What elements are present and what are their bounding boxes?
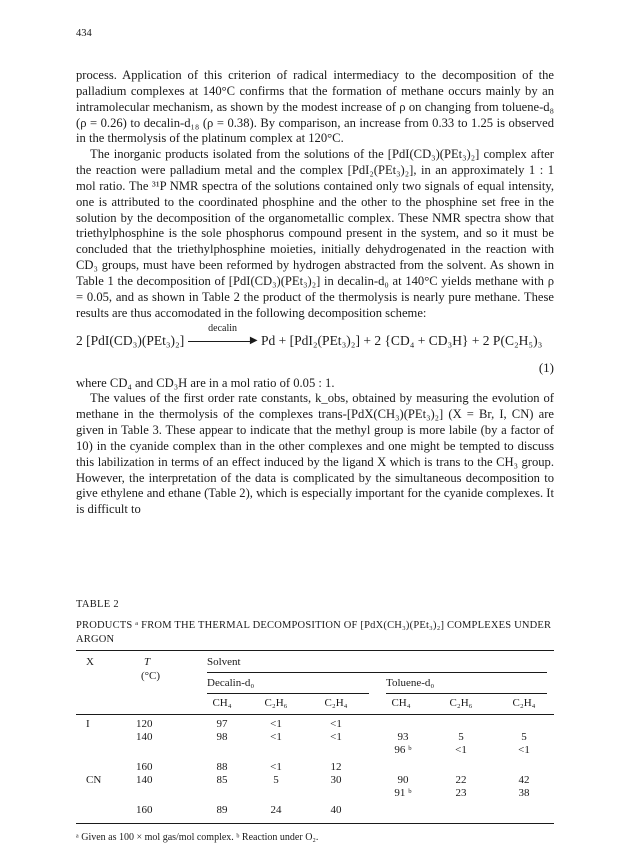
- table-cell: CN: [86, 774, 102, 786]
- table-caption: PRODUCTS ᵃ FROM THE THERMAL DECOMPOSITION OF [PdX(CH₃)(PEt₃)₂] COMPLEXES UNDER ARGON: [76, 620, 552, 645]
- table-cell: 24: [270, 804, 282, 816]
- paragraph-3: where CD₄ and CD₃H are in a mol ratio of 0.05 : 1.: [76, 375, 335, 390]
- table-cell: 93: [397, 731, 409, 743]
- table-cell: 22: [455, 774, 467, 786]
- table-cell: 30: [330, 774, 342, 786]
- table-cell: 40: [330, 804, 342, 816]
- table-cell: <1: [518, 744, 530, 756]
- header-temperature: T: [144, 656, 151, 668]
- paragraph-4: The values of the first order rate constants, k_obs, obtained by measuring the evolution of methane in the thermolysis of the complexes trans-[PdX(CH₃)(PEt₃)₂] (X = Br, I, CN) are given in Table 3. These appear to indicate that the methyl group is more labile (by a factor of 10) in the cyanide complex than in the other complexes and one might be tempted to discuss this labilization in terms of an effect induced by the ligand X which is trans to the CH₃ group. However, the interpretation of the data is complicated by the simultaneous decomposition to give ethylene and ethane (Table 2), which is especially important for the cyanide complexes. It is difficult to: [76, 391, 554, 517]
- page-number: 434: [76, 28, 92, 39]
- arrow-condition: decalin: [208, 323, 238, 335]
- subheader-ch4: CH₄: [212, 697, 232, 709]
- reaction-arrow: [188, 323, 258, 348]
- table-cell: 140: [136, 731, 153, 743]
- table-cell: 120: [136, 718, 153, 730]
- table-cell: 89: [216, 804, 228, 816]
- equation-1: [76, 324, 554, 376]
- equation-products: Pd + [PdI₂(PEt₃)₂] + 2 {CD₄ + CD₃H} + 2 P(C₂H₅)₃: [260, 332, 543, 348]
- subheader-ch4: CH₄: [391, 697, 411, 709]
- table-cell: 5: [521, 731, 527, 743]
- table-cell: 96 ᵇ: [394, 744, 412, 756]
- header-x: X: [86, 656, 94, 668]
- table-cell: 5: [273, 774, 279, 786]
- subheader-c2h4: C₂H₄: [324, 697, 348, 709]
- table-cell: <1: [270, 761, 282, 773]
- table-footnote: ᵃ Given as 100 × mol gas/mol complex. ᵇ Reaction under O₂.: [76, 832, 319, 843]
- table-cell: <1: [455, 744, 467, 756]
- subheader-c2h6: C₂H₆: [449, 697, 473, 709]
- equation-reactant: 2 [PdI(CD₃)(PEt₃)₂]: [76, 332, 185, 348]
- table-cell: 5: [458, 731, 464, 743]
- paragraph-2: The inorganic products isolated from the solutions of the [PdI(CD₃)(PEt₃)₂] complex after the reaction were palladium metal and the complex [PdI₂(PEt₃)₂], in an approximately 1 : 1 mol ratio. The ³¹P NMR spectra of the solutions contained only two signals of equal intensity, one is attributed to the coordinated phosphine and the other to the phosphine set free in the solution by the decomposition of the organometallic complex. These NMR spectra show that triethylphosphine is the sole phosphorus compound present in the system, and so it must be concluded that the triethylphosphine moieties, initially dehydrogenated in the reaction with CD₃ groups, must have been reformed by hydrogen abstracted from the solvent. As shown in Table 1 the decomposition of [PdI(CD₃)(PEt₃)₂] in decalin-d₀ at 140°C yields methane with ρ = 0.05, and as shown in Table 2 the product of the thermolysis is nearly pure methane. These results are thus accomodated in the following decomposition scheme:: [76, 147, 554, 320]
- table-cell: 85: [216, 774, 228, 786]
- table-cell: 98: [216, 731, 228, 743]
- paragraph-1: process. Application of this criterion of radical intermediacy to the decomposition of the palladium complexes at 140°C confirms that the formation of methane occurs mainly by an intramolecular mechanism, as shown by the modest increase of ρ on changing from toluene-d₈ (ρ = 0.26) to decalin-d₁₈ (ρ = 0.38). By comparison, an increase from 0.33 to 1.25 is observed in the thermolysis of the platinum complex at 120°C.: [76, 68, 554, 146]
- table-cell: <1: [270, 731, 282, 743]
- table-cell: 90: [397, 774, 409, 786]
- equation-number: (1): [538, 359, 554, 375]
- table-cell: <1: [330, 718, 342, 730]
- table-cell: 97: [216, 718, 228, 730]
- table-cell: 160: [136, 804, 153, 816]
- table-cell: 42: [518, 774, 530, 786]
- header-toluene: Toluene-d₀: [386, 677, 435, 689]
- header-decalin: Decalin-d₀: [207, 677, 255, 689]
- table-title: TABLE 2: [76, 599, 119, 610]
- table-cell: 88: [216, 761, 228, 773]
- table-cell: 91 ᵇ: [394, 787, 412, 799]
- subheader-c2h6: C₂H₆: [264, 697, 288, 709]
- table-cell: I: [86, 718, 90, 730]
- table-cell: 23: [455, 787, 467, 799]
- header-temperature-unit: (°C): [141, 670, 161, 682]
- arrow-head-icon: ▶: [249, 335, 258, 347]
- body-text: [76, 68, 554, 518]
- subheader-c2h4: C₂H₄: [512, 697, 536, 709]
- table-cell: <1: [330, 731, 342, 743]
- header-solvent: Solvent: [207, 656, 241, 668]
- table-cell: 38: [518, 787, 530, 799]
- table-cell: 160: [136, 761, 153, 773]
- table-cell: <1: [270, 718, 282, 730]
- table-cell: 140: [136, 774, 153, 786]
- table-cell: 12: [330, 761, 342, 773]
